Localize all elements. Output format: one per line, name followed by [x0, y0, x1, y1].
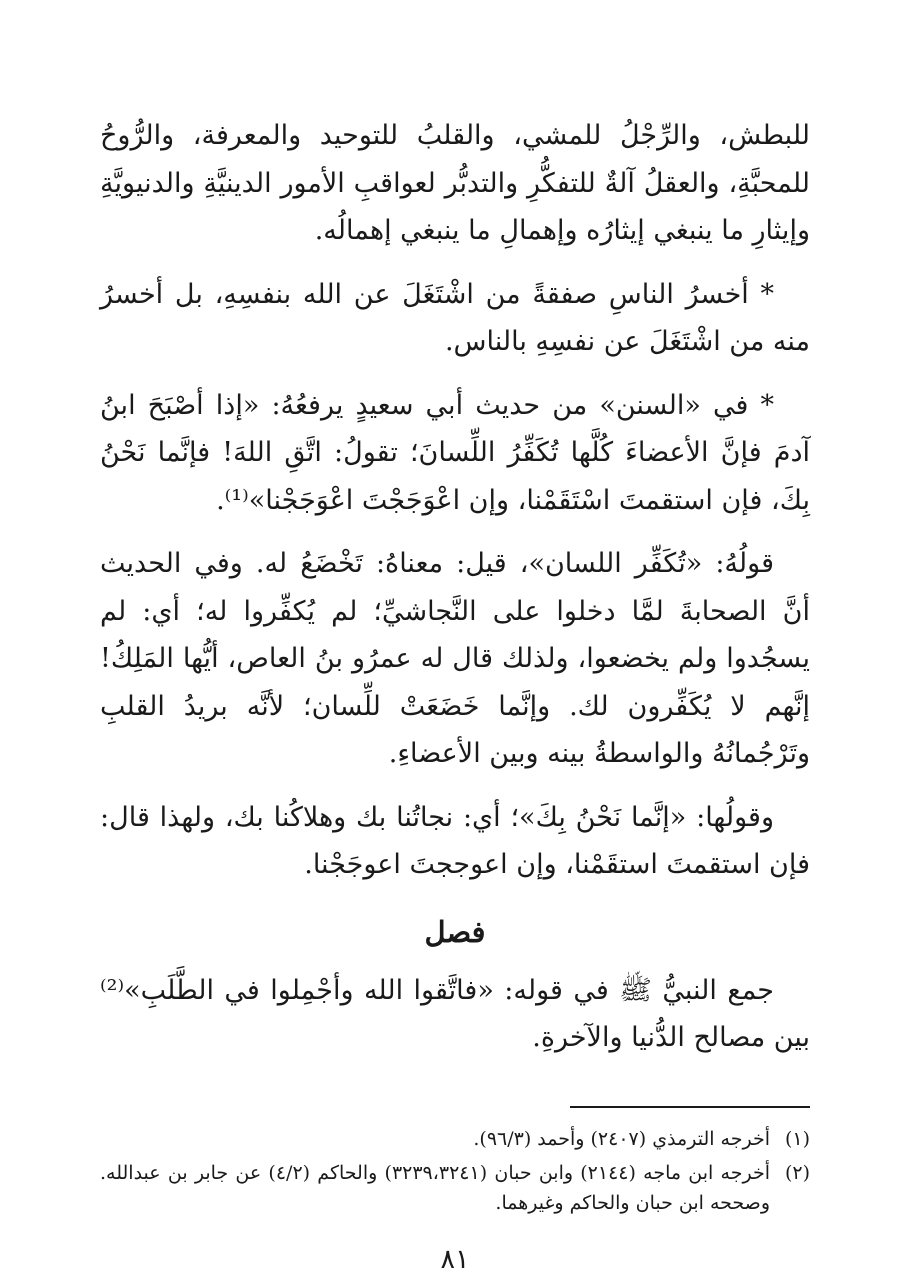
page-body — [100, 112, 810, 1275]
paragraph-4: قولُهُ: «تُكَفِّر اللسان»، قيل: معناهُ: تَخْضَعُ له. وفي الحديث أنَّ الصحابةَ لمَّا دخلوا على النَّجاشيِّ؛ لم يُكفِّروا له؛ أي: لم يسجُدوا ولم يخضعوا، ولذلك قال له عمرُو بنُ العاص، أيُّها المَلِكُ! إنَّهم لا يُكَفِّرون لك. وإنَّما خَضَعَتْ للِّسان؛ لأنَّه بريدُ القلبِ وتَرْجُمانُهُ والواسطةُ بينه وبين الأعضاءِ. — [100, 548, 810, 769]
paragraph-3: * في «السنن» من حديث أبي سعيدٍ يرفعُهُ: «إذا أصْبَحَ ابنُ آدمَ فإنَّ الأعضاءَ كُلَّها تُكَفِّرُ اللِّسانَ؛ تقولُ: اتَّقِ اللهَ! فإنَّما نَحْنُ بِكَ، فإن استقمتَ اسْتَقَمْنا، وإن اعْوَجَجْتَ اعْوَجَجْنا»⁽¹⁾. — [100, 389, 810, 516]
footnotes — [100, 1124, 810, 1218]
footnote-text: أخرجه ابن ماجه (٢١٤٤) وابن حبان (٣٢٣٩،٣٢٤١) والحاكم (٤/٢) عن جابر بن عبدالله. وصححه ابن حبان والحاكم وغيرهما. — [100, 1161, 770, 1214]
section-heading: فصل — [424, 914, 486, 949]
footnote-number: (١) — [784, 1127, 810, 1150]
section-paragraph: جمع النبيُّ ﷺ في قوله: «فاتَّقوا الله وأجْمِلوا في الطَّلَبِ»⁽²⁾ بين مصالح الدُّنيا والآخرةِ. — [100, 974, 810, 1053]
page-number: ٨١ — [440, 1243, 470, 1275]
footnote-number: (٢) — [784, 1161, 810, 1184]
footnote-2 — [100, 1158, 810, 1218]
paragraph-5: وقولُها: «إنَّما نَحْنُ بِكَ»؛ أي: نجاتُنا بك وهلاكُنا بك، ولهذا قال: فإن استقمتَ استقَمْنا، وإن اعوججتَ اعوجَجْنا. — [100, 801, 810, 880]
footnote-divider — [570, 1106, 810, 1108]
paragraph-1: للبطش، والرِّجْلُ للمشي، والقلبُ للتوحيد والمعرفة، والرُّوحُ للمحبَّةِ، والعقلُ آلةٌ للتفكُّرِ والتدبُّر لعواقبِ الأمور الدينيَّةِ والدنيويَّةِ وإيثارِ ما ينبغي إيثارُه وإهمالِ ما ينبغي إهمالُه. — [100, 120, 810, 246]
footnote-text: أخرجه الترمذي (٢٤٠٧) وأحمد (٩٦/٣). — [473, 1127, 770, 1150]
paragraph-2: * أخسرُ الناسِ صفقةً من اشْتَغَلَ عن الله بنفسِهِ، بل أخسرُ منه من اشْتَغَلَ عن نفسِهِ بالناس. — [100, 278, 810, 357]
footnote-1 — [100, 1124, 810, 1154]
